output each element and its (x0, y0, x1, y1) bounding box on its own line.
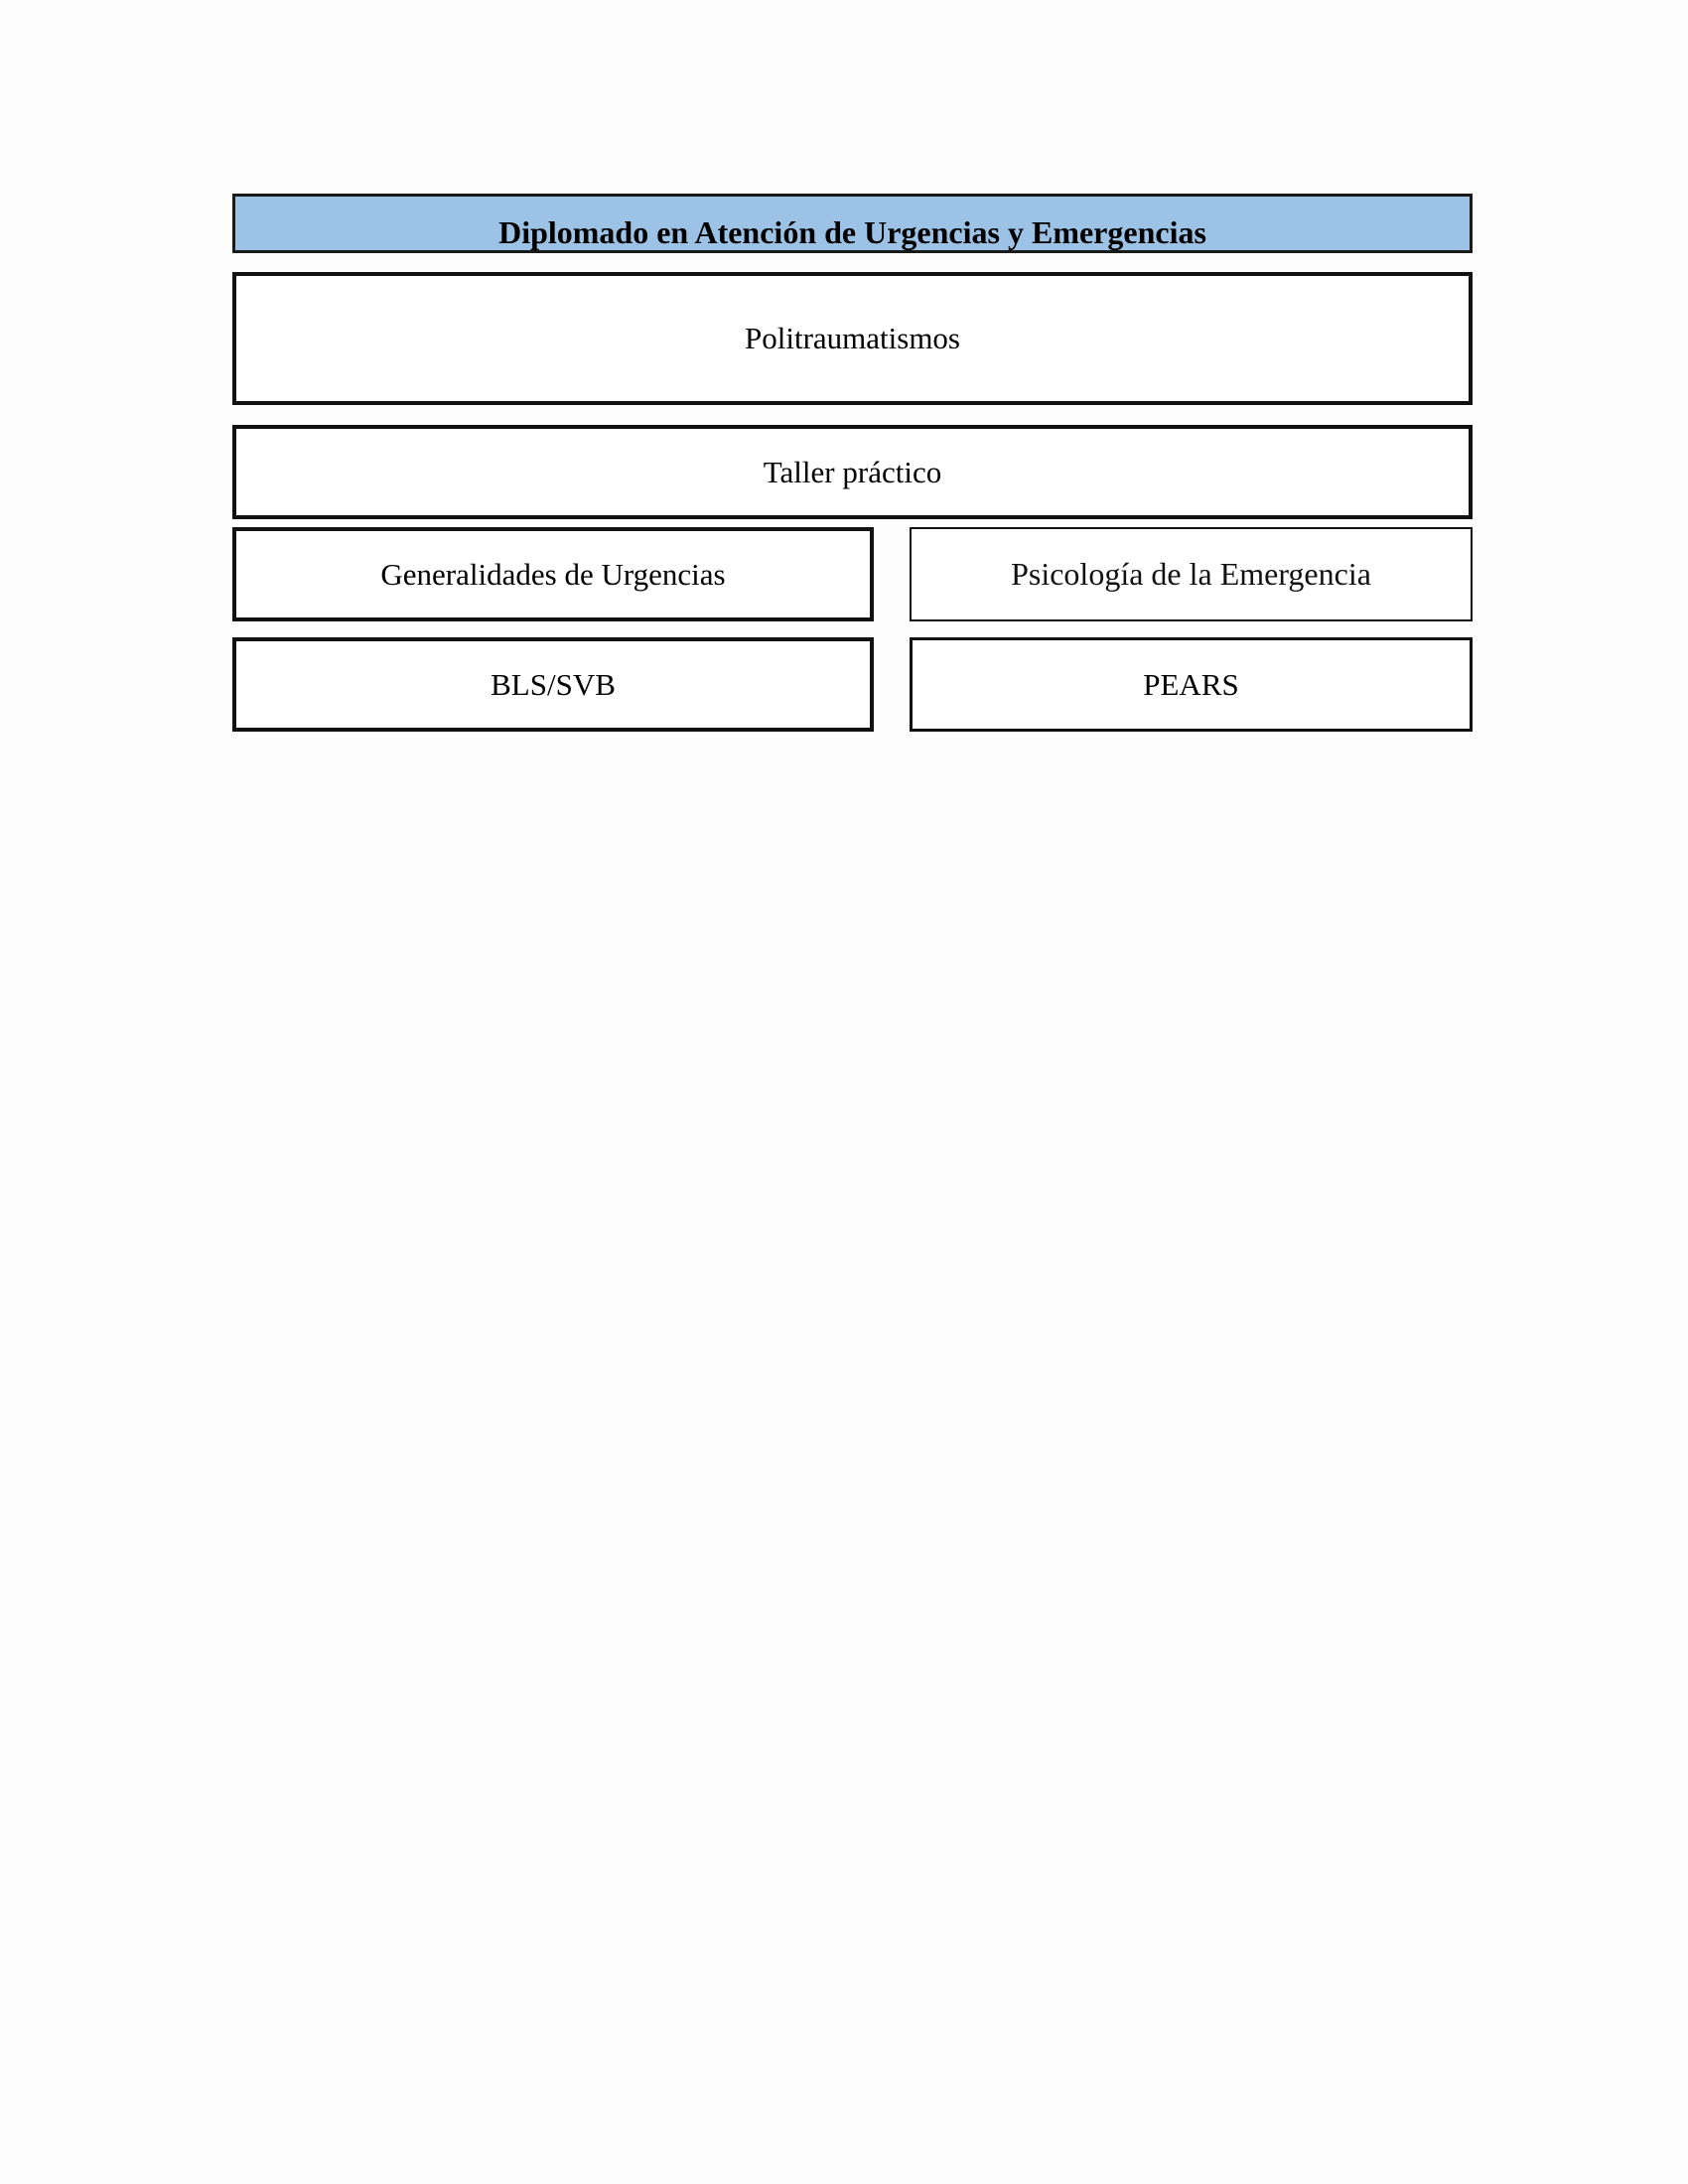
module-box-generalidades (232, 527, 874, 621)
module-label-taller-practico: Taller práctico (763, 454, 942, 489)
module-box-taller-practico (232, 425, 1473, 519)
module-box-politraumatismos (232, 272, 1473, 405)
diploma-title: Diplomado en Atención de Urgencias y Emergencias (498, 214, 1206, 250)
module-label-bls-svb: BLS/SVB (491, 666, 616, 702)
module-box-bls-svb (232, 637, 874, 732)
module-box-pears (910, 637, 1473, 732)
module-label-psicologia: Psicología de la Emergencia (1011, 556, 1371, 592)
module-label-pears: PEARS (1143, 666, 1239, 702)
module-label-generalidades: Generalidades de Urgencias (380, 556, 726, 592)
module-label-politraumatismos: Politraumatismos (745, 321, 960, 355)
module-box-psicologia (910, 527, 1473, 621)
diploma-title-box (232, 194, 1473, 253)
